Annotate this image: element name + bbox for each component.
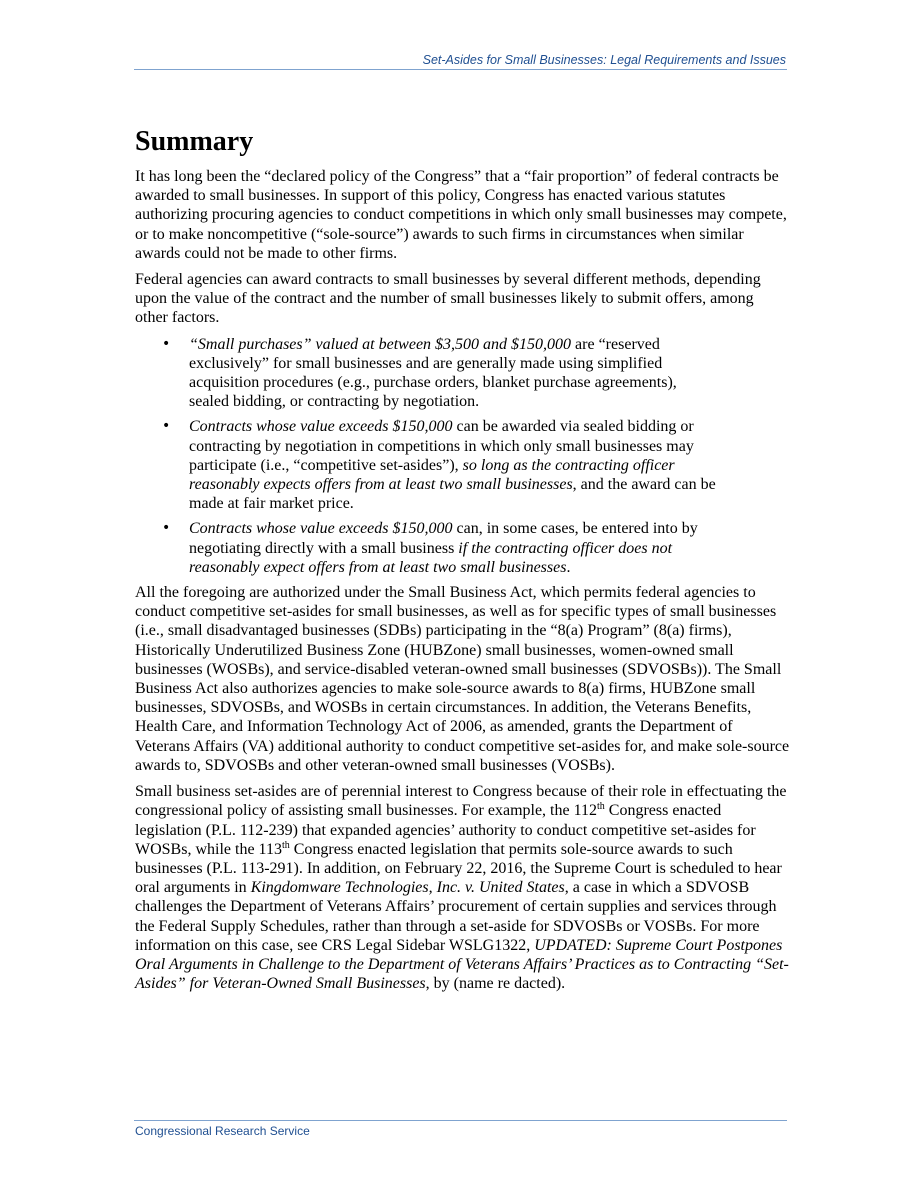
- paragraph-2: Federal agencies can award contracts to small businesses by several different methods, depending upon the value of the contract and the number of small businesses likely to submit offers, among other factors.: [135, 271, 761, 327]
- paragraph-1: It has long been the “declared policy of the Congress” that a “fair proportion” of federal contracts be awarded to small businesses. In support of this policy, Congress has enacted various statutes authorizing procuring agencies to conduct competitions in which only small businesses may compete, or to make noncompetitive (“sole-source”) awards to such firms in circumstances when similar awards could not be made to other firms.: [135, 168, 787, 262]
- sidebar-title: UPDATED: Supreme Court Postpones Oral Arguments in Challenge to the Department of Veterans Affairs’ Practices as to Contracting “Set-Asides” for Veteran-Owned Small Businesses: [135, 936, 789, 993]
- list-item: • Contracts whose value exceeds $150,000 can, in some cases, be entered into by negotiating directly with a small business if the contracting officer does not reasonably expect offers from at least two small businesses.: [189, 519, 717, 577]
- methods-list: [135, 335, 717, 577]
- case-name: Kingdomware Technologies, Inc. v. United States: [250, 879, 565, 897]
- footer-org: Congressional Research Service: [135, 1124, 310, 1138]
- paragraph-3: All the foregoing are authorized under the Small Business Act, which permits federal agencies to conduct competitive set-asides for small businesses, as well as for specific types of small businesses (i.e., small disadvantaged businesses (SDBs) participating in the “8(a) Program” (8(a) firms), Historically Underutilized Business Zone (HUBZone) small businesses, women-owned small businesses (WOSBs), and service-disabled veteran-owned small businesses (SDVOSBs)). The Small Business Act also authorizes agencies to make sole-source awards to 8(a) firms, HUBZone small businesses, SDVOSBs, and WOSBs in certain circumstances. In addition, the Veterans Benefits, Health Care, and Information Technology Act of 2006, as amended, grants the Department of Veterans Affairs (VA) additional authority to conduct competitive set-asides for, and make sole-source awards to, SDVOSBs and other veteran-owned small businesses (VOSBs).: [135, 584, 790, 774]
- summary-section: [135, 120, 790, 1000]
- running-header: Set-Asides for Small Businesses: Legal Requirements and Issues: [422, 53, 786, 67]
- list-item: • Contracts whose value exceeds $150,000 can be awarded via sealed bidding or contracting by negotiation in competitions in which only small businesses may participate (i.e., “competitive set-asides”), so long as the contracting officer reasonably expects offers from at least two small businesses, and the award can be made at fair market price.: [189, 417, 717, 513]
- footer-divider: [134, 1120, 787, 1121]
- list-item: • “Small purchases” valued at between $3,500 and $150,000 are “reserved exclusively” for small businesses and are generally made using simplified acquisition procedures (e.g., purchase orders, blanket purchase agreements), sealed bidding, or contracting by negotiation.: [189, 335, 717, 412]
- section-title: Summary: [135, 126, 254, 157]
- header-divider: [134, 69, 787, 70]
- paragraph-4: Small business set-asides are of perennial interest to Congress because of their role in effectuating the congressional policy of assisting small businesses. For example, the 112th Congress enacted legislation (P.L. 112-239) that expanded agencies’ authority to conduct competitive set-asides for WOSBs, while the 113th Congress enacted legislation that permits sole-source awards to such businesses (P.L. 113-291). In addition, on February 22, 2016, the Supreme Court is scheduled to hear oral arguments in Kingdomware Technologies, Inc. v. United States, a case in which a SDVOSB challenges the Department of Veterans Affairs’ procurement of certain supplies and services through the Federal Supply Schedules, rather than through a set-aside for SDVOSBs or VOSBs. For more information on this case, see CRS Legal Sidebar WSLG1322, UPDATED: Supreme Court Postpones Oral Arguments in Challenge to the Department of Veterans Affairs’ Practices as to Contracting “Set-Asides” for Veteran-Owned Small Businesses, by (name re dacted).: [135, 783, 789, 993]
